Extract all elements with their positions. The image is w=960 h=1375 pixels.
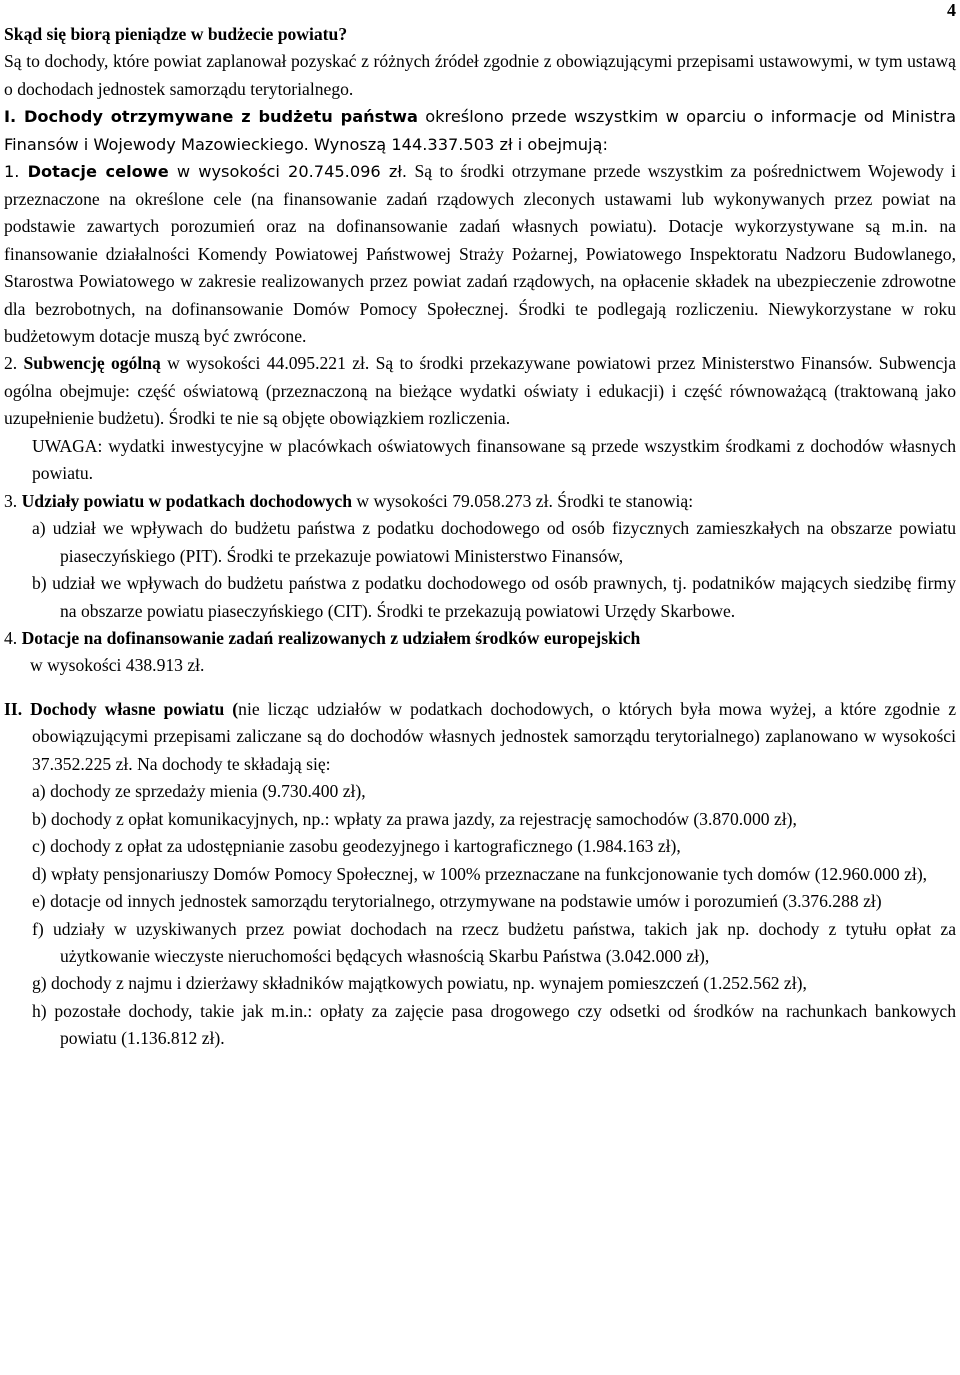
list-item: a) dochody ze sprzedaży mienia (9.730.400 zł), (32, 781, 366, 802)
section-1-item-2: 2. Subwencję ogólną w wysokości 44.095.221 zł. Są to środki przekazywane powiatowi przez Ministerstwo Finansów. Subwencja ogólna obejmuje: część oświatową (przeznaczoną na bieżące wydatki oświaty i edukacji) i część równoważącą (traktowaną jako uzupełnienie budżetu). Środki te nie są objęte obowiązkiem rozliczenia. (4, 353, 957, 429)
item-3-heading: Udziały powiatu w podatkach dochodowych (21, 490, 353, 511)
list-item: e) dotacje od innych jednostek samorządu terytorialnego, otrzymywane na podstawie umów i porozumień (3.376.288 zł) (32, 891, 882, 912)
section-1-item-3a: a) udział we wpływach do budżetu państwa z podatku dochodowego od osób fizycznych zamieszkałych na obszarze powiatu piaseczyńskiego (PIT). Środki te przekazuje powiatowi Ministerstwo Finansów, (32, 518, 956, 566)
section-1-item-4-amount: w wysokości 438.913 zł. (30, 655, 205, 676)
document-title: Skąd się biorą pieniądze w budżecie powiatu? (4, 24, 348, 44)
list-item: h) pozostałe dochody, takie jak m.in.: opłaty za zajęcie pasa drogowego czy odsetki od środków na rachunkach bankowych powiatu (1.136.812 zł). (32, 1000, 956, 1049)
item-2-heading: Subwencję ogólną (23, 353, 161, 374)
item-1-heading: Dotacje celowe (27, 162, 169, 182)
section-1-item-2-note: UWAGA: wydatki inwestycyjne w placówkach oświatowych finansowane są przede wszystkim środkami z dochodów własnych powiatu. (32, 435, 956, 484)
list-item: g) dochody z najmu i dzierżawy składników majątkowych powiatu, np. wynajem pomieszczeń (1.252.562 zł), (32, 973, 807, 994)
list-item: b) dochody z opłat komunikacyjnych, np.: wpłaty za prawa jazdy, za rejestrację samochodów (3.870.000 zł), (32, 808, 797, 829)
list-item: d) wpłaty pensjonariuszy Domów Pomocy Społecznej, w 100% przeznaczane na funkcjonowanie tych domów (12.960.000 zł), (32, 863, 928, 884)
list-item: c) dochody z opłat za udostępnianie zasobu geodezyjnego i kartograficznego (1.984.163 zł), (32, 836, 681, 857)
section-1-item-3b: b) udział we wpływach do budżetu państwa z podatku dochodowego od osób prawnych, tj. podatników mających siedzibę firmy na obszarze powiatu piaseczyńskiego (CIT). Środki te przekazują powiatowi Urzędy Skarbowe. (32, 573, 956, 621)
section-2-intro: II. Dochody własne powiatu (nie licząc udziałów w podatkach dochodowych, o których była mowa wyżej, a które zgodnie z obowiązującymi przepisami zaliczane są do dochodów własnych jednostek samorządu terytorialnego) zaplanowano w wysokości 37.352.225 zł. Na dochody te składają się: (4, 698, 956, 774)
intro-paragraph: Są to dochody, które powiat zaplanował pozyskać z różnych źródeł zgodnie z obowiązującymi przepisami ustawowymi, w tym ustawą o dochodach jednostek samorządu terytorialnego. (4, 51, 956, 99)
section-2-list (4, 778, 956, 1053)
document-body (4, 21, 956, 1053)
section-2-heading: II. Dochody własne powiatu ( (4, 698, 239, 719)
page-number: 4 (947, 0, 956, 20)
list-item: f) udziały w uzyskiwanych przez powiat dochodach na rzecz budżetu państwa, takich jak np. dochody z tytułu opłat za użytkowanie wieczyste nieruchomości będących własnością Skarbu Państwa (3.042.000 zł), (32, 918, 956, 966)
section-1-item-3: 3. Udziały powiatu w podatkach dochodowych w wysokości 79.058.273 zł. Środki te stanowią: (4, 490, 694, 511)
item-4-heading: Dotacje na dofinansowanie zadań realizowanych z udziałem środków europejskich (21, 627, 641, 648)
section-1-item-4: 4. Dotacje na dofinansowanie zadań realizowanych z udziałem środków europejskich (4, 627, 641, 648)
section-1-item-1: 1. Dotacje celowe w wysokości 20.745.096 zł. Są to środki otrzymane przede wszystkim za pośrednictwem Wojewody i przeznaczone na określone cele (na finansowanie zadań rządowych zleconych ustawami lub wykonywanych przez powiat na podstawie zawartych porozumień oraz na dofinansowanie zadań własnych powiatu). Dotacje wykorzystywane są m.in. na finansowanie działalności Komendy Powiatowej Państwowej Straży Pożarnej, Powiatowego Inspektoratu Nadzoru Budowlanego, Starostwa Powiatowego w zakresie realizowanych przez powiat zadań rządowych, na opłacenie składek na ubezpieczenie zdrowotne dla bezrobotnych, na dofinansowanie Domów Pomocy Społecznej. Środki te podlegają rozliczeniu. Niewykorzystane w roku budżetowym dotacje muszą być zwrócone. (4, 161, 957, 346)
section-1-intro: I. Dochody otrzymywane z budżetu państwa określono przede wszystkim w oparciu o informacje od Ministra Finansów i Wojewody Mazowieckiego. Wynoszą 144.337.503 zł i obejmują: (4, 107, 956, 154)
section-1-heading: I. Dochody otrzymywane z budżetu państwa (4, 107, 418, 127)
